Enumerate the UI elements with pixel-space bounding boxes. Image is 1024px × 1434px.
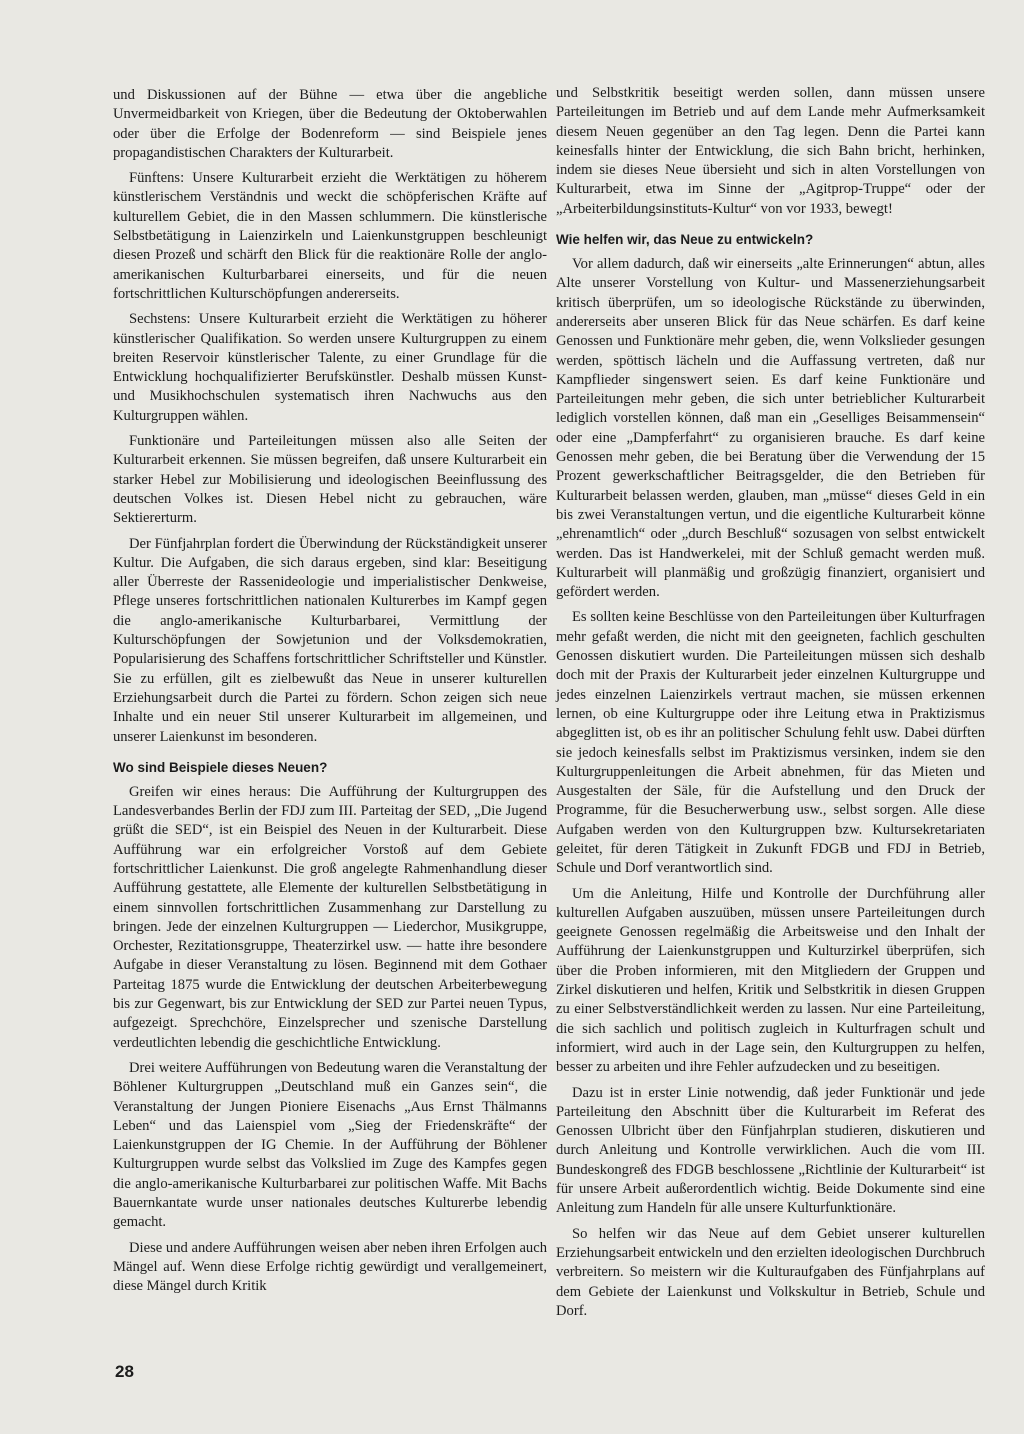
left-column: [113, 86, 547, 1297]
paragraph: Dazu ist in erster Linie notwendig, daß jeder Funktionär und jede Parteileitung den Abschnitt über die Kulturarbeit im Referat des Genossen Ulbricht über den Fünfjahrplan studieren, diskutieren und durch Anleitung und Kontrolle verwirklichen. Auch die vom III. Bundeskongreß des FDGB beschlossene „Richtlinie der Kulturarbeit“ ist für unsere Arbeit außerordentlich wichtig. Beide Dokumente sind eine Anleitung zum Handeln für alle unsere Kulturfunktionäre.: [556, 1084, 985, 1217]
paragraph: So helfen wir das Neue auf dem Gebiet unserer kulturellen Erziehungsarbeit entwickeln und den erzielten ideologischen Durchbruch verbreitern. So meistern wir die Kulturaufgaben des Fünfjahrplans auf dem Gebiete der Laienkunst und Volkskultur in Betrieb, Schule und Dorf.: [556, 1225, 985, 1319]
section-heading: Wo sind Beispiele dieses Neuen?: [113, 759, 328, 775]
paragraph: Fünftens: Unsere Kulturarbeit erzieht die Werktätigen zu höherem künstlerischem Verständnis und weckt die schöpferischen Kräfte auf kulturellem Gebiet, die in den Massen schlummern. Die künstlerische Selbstbetätigung in Laienzirkeln und Laienkunstgruppen beschleunigt diesen Prozeß und schärft den Blick für die reaktionäre Rolle der anglo-amerikanischen Kulturbarbarei einerseits, und für die neuen fortschrittlichen Kulturschöpfungen andererseits.: [113, 170, 547, 302]
paragraph: Diese und andere Aufführungen weisen aber neben ihren Erfolgen auch Mängel auf. Wenn diese Erfolge richtig gewürdigt und verallgemeinert, diese Mängel durch Kritik: [113, 1239, 547, 1295]
paragraph: und Selbstkritik beseitigt werden sollen, dann müssen unsere Parteileitungen im Betrieb und auf dem Lande mehr Aufmerksamkeit diesem Neuen gegenüber an den Tag legen. Denn die Partei kann keinesfalls hinter der Entwicklung, die sich Bahn bricht, herhinken, indem sie dieses Neue übersieht und sich in alten Vorstellungen von Kulturarbeit, etwa im Sinne der „Agitprop-Truppe“ oder der „Arbeiterbildungsinstituts-Kultur“ von vor 1933, bewegt!: [556, 85, 985, 217]
paragraph: Es sollten keine Beschlüsse von den Parteileitungen über Kulturfragen mehr gefaßt werden, die nicht mit den geeigneten, fachlich geschulten Genossen diskutiert wurden. Die Parteileitungen müssen sich deshalb doch mit der Praxis der Kulturarbeit jeder einzelnen Kulturgruppe und jedes einzelnen Laienzirkels vertraut machen, sie müssen erkennen lernen, ob eine Kulturgruppe oder ihre Leitung etwa in Praktizismus abgeglitten ist, ob es ihr an politischer Schulung fehlt usw. Dabei dürften sie jedoch keinesfalls selbst im Praktizismus versinken, indem sie den Kulturgruppenleitungen die Arbeit abnehmen, für das Mieten und Ausgestalten der Säle, für die Aufstellung und den Druck der Programme, für die Besucherwerbung usw., selbst sorgen. Alle diese Aufgaben werden von den Kulturgruppen bzw. Kultursekretariaten geleitet, für deren Tätigkeit in Zukunft FDGB und FDJ in Betrieb, Schule und Dorf verantwortlich sind.: [556, 609, 985, 877]
page-number: 28: [115, 1362, 134, 1381]
paragraph: Der Fünfjahrplan fordert die Überwindung der Rückständigkeit unserer Kultur. Die Aufgaben, die sich daraus ergeben, sind klar: Beseitigung aller Überreste der Rassenideologie und imperialistischer Denkweise, Pflege unseres fortschrittlichen nationalen Kulturerbes im Kampf gegen die anglo-amerikanische Kulturbarbarei, Vermittlung der Kulturschöpfungen der Sowjetunion und der Volksdemokratien, Popularisierung des Schaffens fortschrittlicher Schriftsteller und Künstler. Sie zu erfüllen, gilt es zielbewußt das Neue in unserer kulturellen Erziehungsarbeit durch die Partei zu fördern. Schon zeigen sich neue Inhalte und ein neuer Stil unserer Kulturarbeit im allgemeinen, und unserer Laienkunst im besonderen.: [113, 535, 547, 745]
paragraph: Vor allem dadurch, daß wir einerseits „alte Erinnerungen“ abtun, alles Alte unserer Vorstellung von Kultur- und Massenerziehungsarbeit kritisch überprüfen, um so ideologische Rückstände zu überwinden, andererseits aber unseren Blick für das Neue schärfen. Es darf keine Genossen und Funktionäre mehr geben, die, wenn Volkslieder gesungen werden, spöttisch lächeln und die Auffassung vertreten, daß nur Kampflieder singenswert seien. Es darf keine Funktionäre und Parteileitungen mehr geben, die sich unter betrieblicher Kulturarbeit lediglich vorstellen können, daß man ein „Geselliges Beisammensein“ oder eine „Dampferfahrt“ zu organisieren brauche. Es darf keine Genossen mehr geben, die bei Beratung über die Verwendung der 15 Prozent gewerkschaftlicher Beitragsgelder, die den Betrieben für Kulturarbeit belassen werden, glauben, man „müsse“ dieses Geld in ein bis zwei Veranstaltungen vertun, und die eigentliche Kulturarbeit könne „ehrenamtlich“ oder „durch Beschluß“ sozusagen von selbst entwickelt werden. Das ist Handwerkelei, mit der Schluß gemacht werden muß. Kulturarbeit will planmäßig und großzügig finanziert, organisiert und gefördert werden.: [556, 256, 985, 601]
paragraph: Drei weitere Aufführungen von Bedeutung waren die Veranstaltung der Böhlener Kulturgruppen „Deutschland muß ein Ganzes sein“, die Veranstaltung der Jungen Pioniere Eisenachs „Aus Ernst Thälmanns Leben“ und das Laienspiel vom „Sieg der Friedenskräfte“ der Laienkunstgruppen der IG Chemie. In der Aufführung der Böhlener Kulturgruppen wurde selbst das Volkslied im Zuge des Kampfes gegen die anglo-amerikanische Kulturbarbarei zur politischen Waffe. Mit Bachs Bauernkantate wurde unser nationales deutsches Kulturerbe lebendig gemacht.: [113, 1059, 547, 1231]
paragraph: Um die Anleitung, Hilfe und Kontrolle der Durchführung aller kulturellen Aufgaben auszuüben, müssen unsere Parteileitungen durch geeignete Genossen regelmäßig die Arbeitsweise und den Inhalt der Aufführung der Laienkunstgruppen und Kulturzirkel überprüfen, sich über die Proben informieren, mit den Mitgliedern der Gruppen und Zirkel diskutieren und helfen, Kritik und Selbstkritik in diesen Gruppen zu einer Selbstverständlichkeit werden zu lassen. Nur eine Parteileitung, die sich sachlich und politisch zugleich in Kulturfragen schult und informiert, wird auch in der Lage sein, den Kulturgruppen zu helfen, besser zu arbeiten und ihre Fehler aufzudecken und zu beseitigen.: [556, 885, 985, 1076]
right-column: [556, 84, 985, 1321]
paragraph: und Diskussionen auf der Bühne — etwa über die angebliche Unvermeidbarkeit von Kriegen, über die Bedeutung der Oktoberwahlen oder über die Erfolge der Bodenreform — sind Beispiele jenes propagandistischen Charakters der Kulturarbeit.: [113, 87, 547, 161]
paragraph: Funktionäre und Parteileitungen müssen also alle Seiten der Kulturarbeit erkennen. Sie müssen begreifen, daß unsere Kulturarbeit ein starker Hebel zur Mobilisierung und ideologischen Beeinflussung des deutschen Volkes ist. Diesen Hebel nicht zu gebrauchen, wäre Sektiererturm.: [113, 433, 547, 527]
paragraph: Sechstens: Unsere Kulturarbeit erzieht die Werktätigen zu höherer künstlerischer Qualifikation. So werden unsere Kulturgruppen zu einem breiten Reservoir künstlerischer Talente, zu einer Grundlage für die Entwicklung hochqualifizierter Berufskünstler. Deshalb müssen Kunst- und Musikhochschulen systematisch ihren Nachwuchs aus den Kulturgruppen wählen.: [113, 311, 547, 424]
paragraph: Greifen wir eines heraus: Die Aufführung der Kulturgruppen des Landesverbandes Berlin der FDJ zum III. Parteitag der SED, „Die Jugend grüßt die SED“, ist ein Beispiel des Neuen in der Kulturarbeit. Diese Aufführung war ein erfolgreicher Vorstoß auf dem Gebiete fortschrittlicher Laienkunst. Die groß angelegte Rahmenhandlung dieser Aufführung gestattete, alle Elemente der kulturellen Selbstbetätigung in einem sinnvollen fortschrittlichen Zusammenhang zur Darstellung zu bringen. Jede der einzelnen Kulturgruppen — Liederchor, Musikgruppe, Orchester, Rezitationsgruppe, Theaterzirkel usw. — hatte ihre besondere Aufgabe in dieser Veranstaltung zu lösen. Beginnend mit dem Gothaer Parteitag 1875 wurde die Entwicklung der deutschen Arbeiterbewegung bis zur Gegenwart, bis zur Entwicklung der SED zur Partei neuen Typus, aufgezeigt. Sprechchöre, Einzelsprecher und szenische Darstellung verdeutlichten lebendig die geschichtliche Entwicklung.: [113, 783, 547, 1051]
section-heading: Wie helfen wir, das Neue zu entwickeln?: [556, 232, 814, 248]
